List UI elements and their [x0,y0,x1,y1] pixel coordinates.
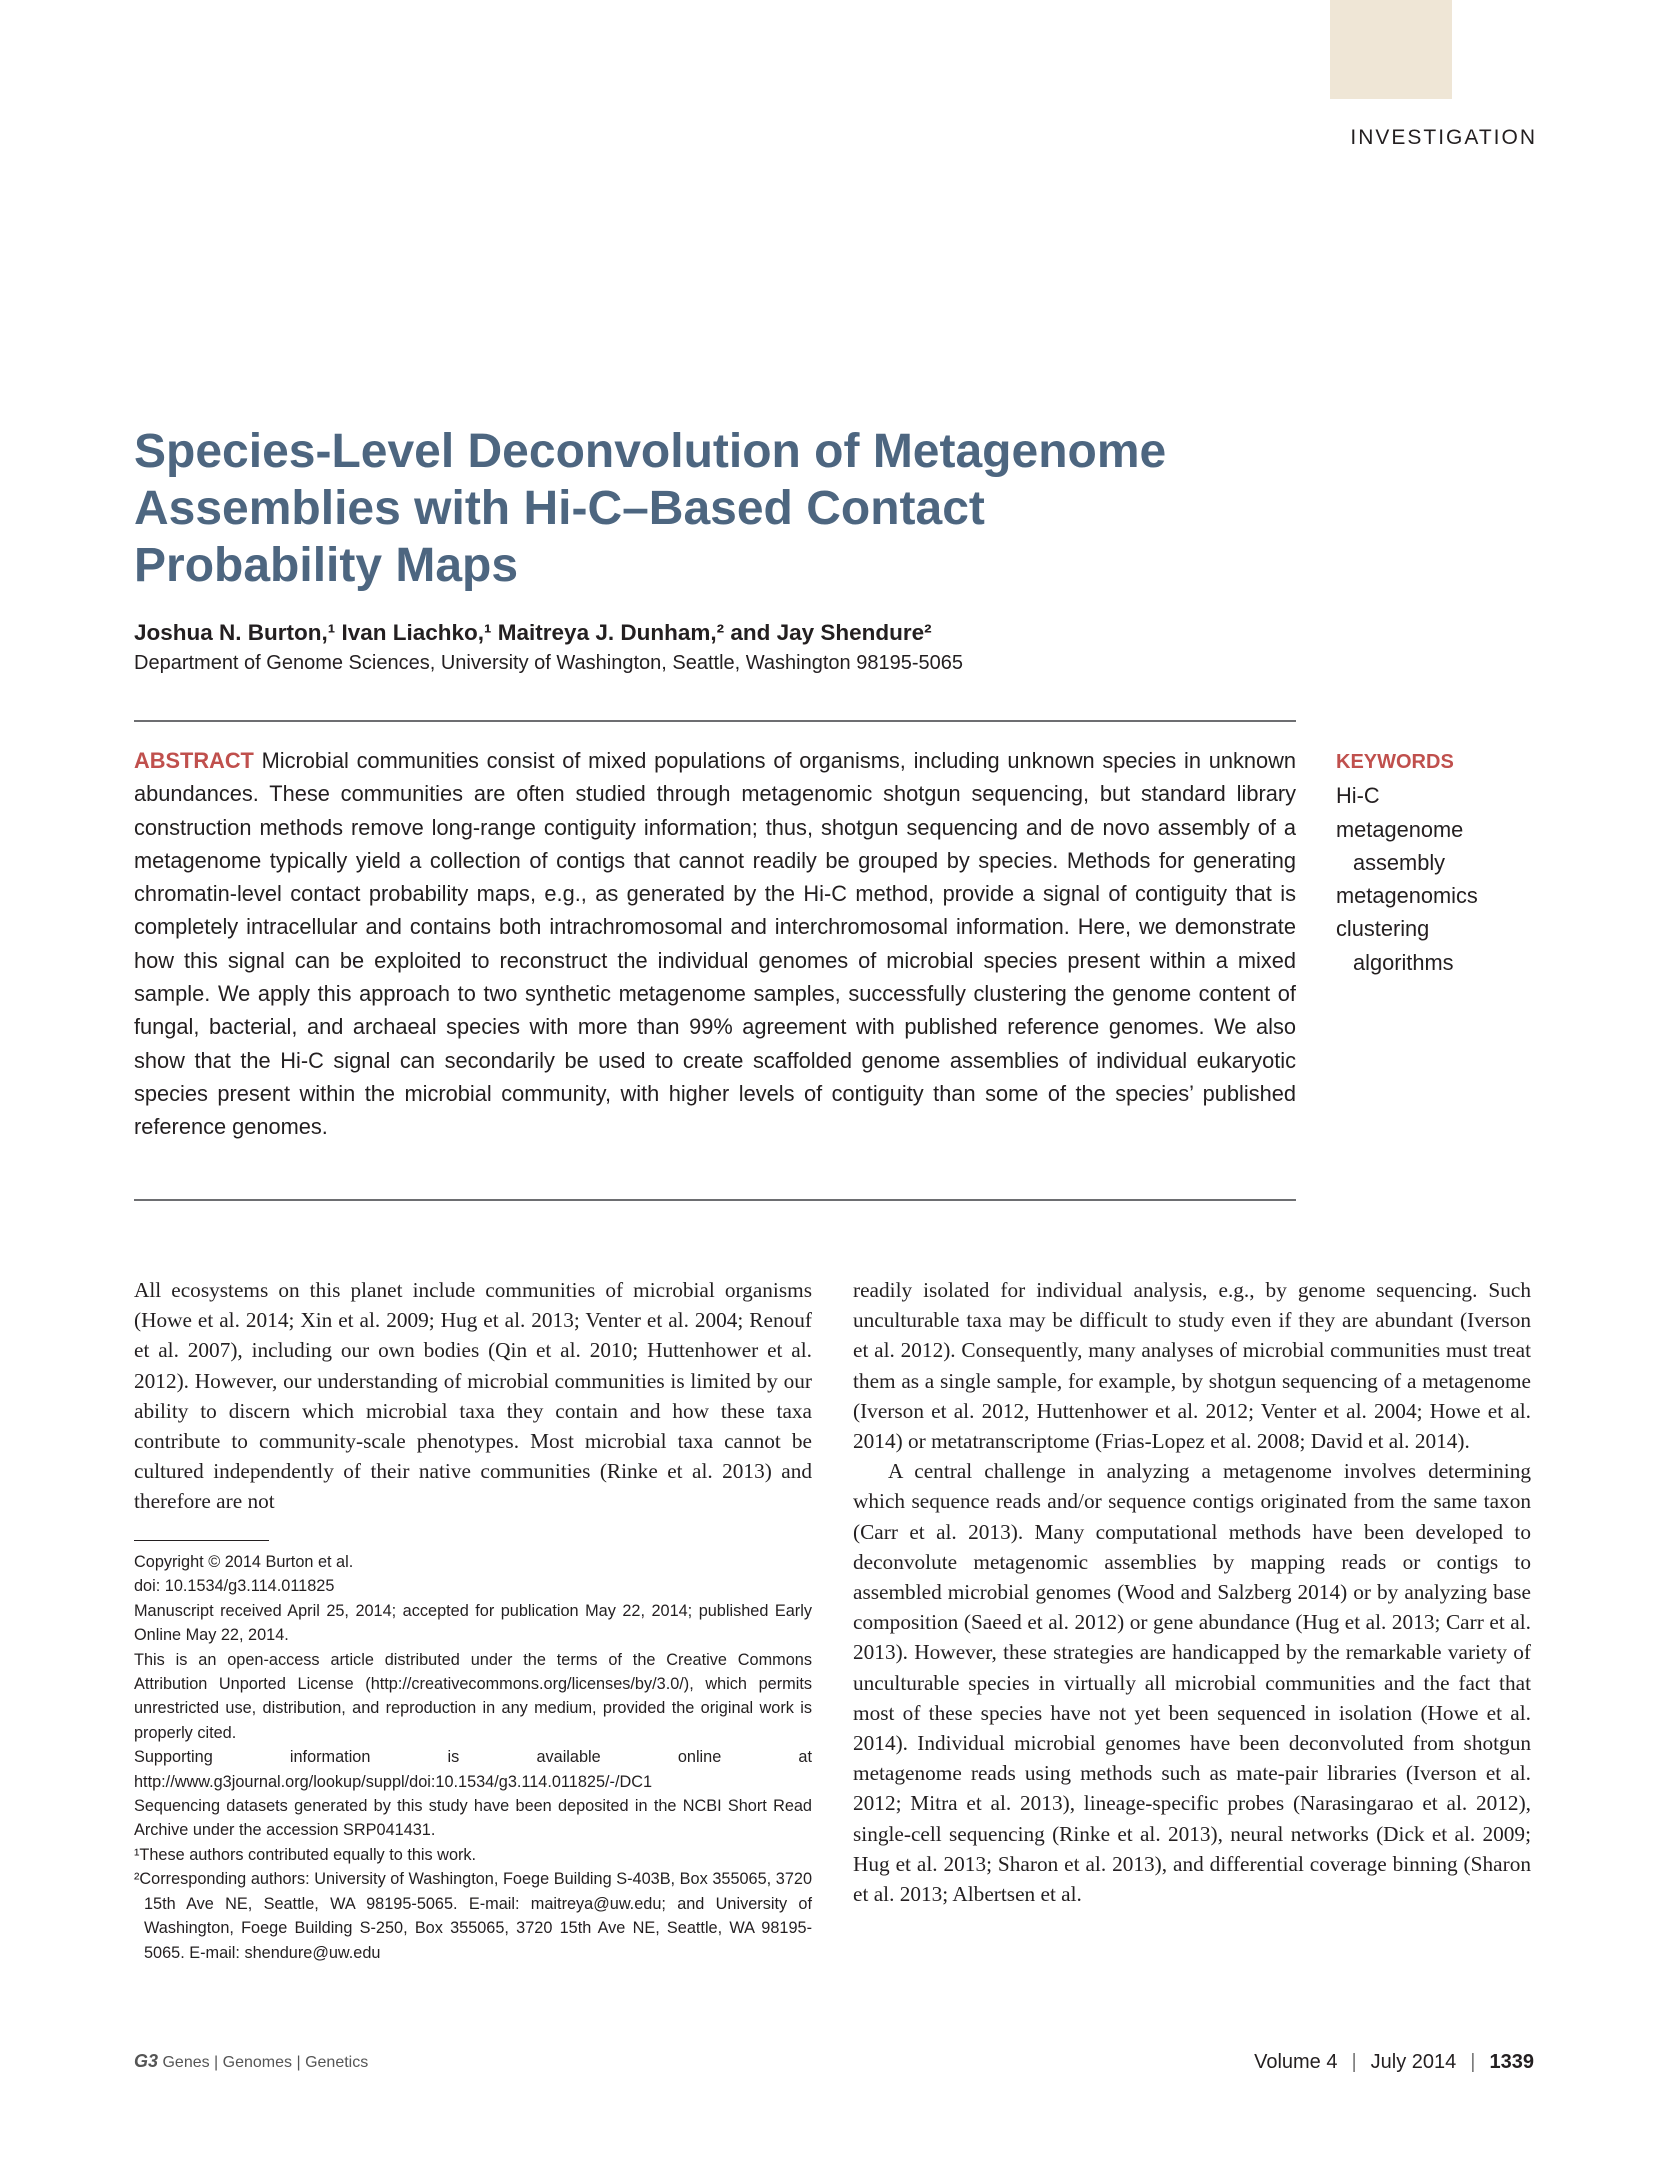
section-label: INVESTIGATION [1350,126,1537,149]
abstract-bottom-rule [134,1199,1296,1201]
keyword-item: metagenome [1336,816,1464,842]
keyword-item: clustering [1336,916,1430,942]
keyword-item: algorithms [1353,949,1454,975]
footnote-equal-contribution: ¹These authors contributed equally to this work. [134,1845,477,1864]
keywords-heading: KEYWORDS [1336,751,1454,773]
footnote-corresponding: ²Corresponding authors: University of Washington, Foege Building S-403B, Box 355065, 3720 15th Ave NE, Seattle, WA 98195-5065. E-mail: maitreya@uw.edu; and University of Washington, Foege Building S-250, Box 355065, 3720 15th Ave NE, Seattle, WA 98195-5065. E-mail: shendure@uw.edu [134,1870,812,1962]
abstract [134,744,1296,1144]
footnote-license: This is an open-access article distributed under the terms of the Creative Commons Attribution Unported License (http://creativecommons.org/licenses/by/3.0/), which permits unrestricted use, distribution, and reproduction in any medium, provided the original work is properly cited. [134,1650,812,1742]
body-paragraph: readily isolated for individual analysis, e.g., by genome sequencing. Such unculturable taxa may be difficult to study even if they are abundant (Iverson et al. 2012). Consequently, many analyses of microbial communities must treat them as a single sample, for example, by shotgun sequencing of a metagenome (Iverson et al. 2012, Huttenhower et al. 2012; Venter et al. 2004; Howe et al. 2014) or metatranscriptome (Frias-Lopez et al. 2008; David et al. 2014). [853,1278,1531,1454]
keyword-item: Hi-C [1336,783,1380,809]
footer-separator: | [1351,2051,1357,2073]
footnote-copyright: Copyright © 2014 Burton et al. [134,1553,354,1571]
affiliation: Department of Genome Sciences, University of Washington, Seattle, Washington 98195-5065 [134,652,963,674]
title-line: Probability Maps [134,539,519,592]
footnote-rule [134,1540,269,1541]
volume: Volume 4 [1254,2051,1338,2073]
journal-name: Genes | Genomes | Genetics [162,2054,369,2071]
issue-date: July 2014 [1370,2051,1457,2073]
article-title [134,423,1234,594]
keywords-box [1336,746,1546,979]
body-paragraph: All ecosystems on this planet include communities of microbial organisms (Howe et al. 2014; Xin et al. 2009; Hug et al. 2013; Venter et al. 2004; Renouf et al. 2007), including our own bodies (Qin et al. 2010; Huttenhower et al. 2012). However, our understanding of microbial communities is limited by our ability to discern which microbial taxa they contain and how these taxa contribute to community-scale phenotypes. Most microbial taxa cannot be cultured independently of their native communities (Rinke et al. 2013) and therefore are not [134,1278,812,1514]
footnote-doi: doi: 10.1534/g3.114.011825 [134,1577,335,1596]
footnote-datasets: Sequencing datasets generated by this study have been deposited in the NCBI Short Read Archive under the accession SRP041431. [134,1797,812,1840]
author-list: Joshua N. Burton,¹ Ivan Liachko,¹ Maitreya J. Dunham,² and Jay Shendure² [134,620,932,645]
footer-separator: | [1470,2051,1476,2073]
page-footer [1254,2051,1534,2074]
body-column-left [134,1275,812,1517]
keyword-item: metagenomics [1336,883,1478,909]
journal-logo [134,2051,368,2072]
footnote-supporting: Supporting information is available online at http://www.g3journal.org/lookup/suppl/doi:10.1534/g3.114.011825/-/DC1 [134,1748,812,1791]
keyword-item: assembly [1353,849,1446,875]
page-number: 1339 [1489,2051,1534,2073]
footnote-manuscript: Manuscript received April 25, 2014; accepted for publication May 22, 2014; published Early Online May 22, 2014. [134,1601,812,1645]
g3-logo-mark: G3 [134,2051,159,2071]
title-line: Species-Level Deconvolution of Metagenome [134,425,1167,478]
body-paragraph: A central challenge in analyzing a metagenome involves determining which sequence reads and/or sequence contigs originated from the same taxon (Carr et al. 2013). Many computational methods have been developed to deconvolute metagenomic assemblies by mapping reads or contigs to assembled microbial genomes (Wood and Salzberg 2014) or by analyzing base composition (Saeed et al. 2012) or gene abundance (Hug et al. 2013; Carr et al. 2013). However, these strategies are handicapped by the remarkable variety of unculturable species in virtually all microbial communities and the fact that most of these species have not yet been sequenced in isolation (Howe et al. 2014). Individual microbial genomes have been deconvoluted from shotgun metagenome reads using methods such as mate-pair libraries (Iverson et al. 2012; Mitra et al. 2013), lineage-specific probes (Narasingarao et al. 2012), single-cell sequencing (Rinke et al. 2013), neural networks (Dick et al. 2009; Hug et al. 2013; Sharon et al. 2013), and differential coverage binning (Sharon et al. 2013; Albertsen et al. [853,1459,1531,1907]
corner-color-tab [1330,0,1452,99]
abstract-text: Microbial communities consist of mixed populations of organisms, including unknown species in unknown abundances. These communities are often studied through metagenomic shotgun sequencing, but standard library construction methods remove long-range contiguity information; thus, shotgun sequencing and de novo assembly of a metagenome typically yield a collection of contigs that cannot readily be grouped by species. Methods for generating chromatin-level contact probability maps, e.g., as generated by the Hi-C method, provide a signal of contiguity that is completely intracellular and contains both intrachromosomal and interchromosomal information. Here, we demonstrate how this signal can be exploited to reconstruct the individual genomes of microbial species present within a mixed sample. We apply this approach to two synthetic metagenome samples, successfully clustering the genome content of fungal, bacterial, and archaeal species with more than 99% agreement with published reference genomes. We also show that the Hi-C signal can secondarily be used to create scaffolded genome assemblies of individual eukaryotic species present within the microbial community, with higher levels of contiguity than some of the species’ published reference genomes. [134,748,1296,1140]
abstract-top-rule [134,720,1296,722]
footnotes [134,1550,812,1965]
body-column-right [853,1275,1531,1909]
abstract-label: ABSTRACT [134,748,254,773]
title-line: Assemblies with Hi-C–Based Contact [134,482,985,535]
